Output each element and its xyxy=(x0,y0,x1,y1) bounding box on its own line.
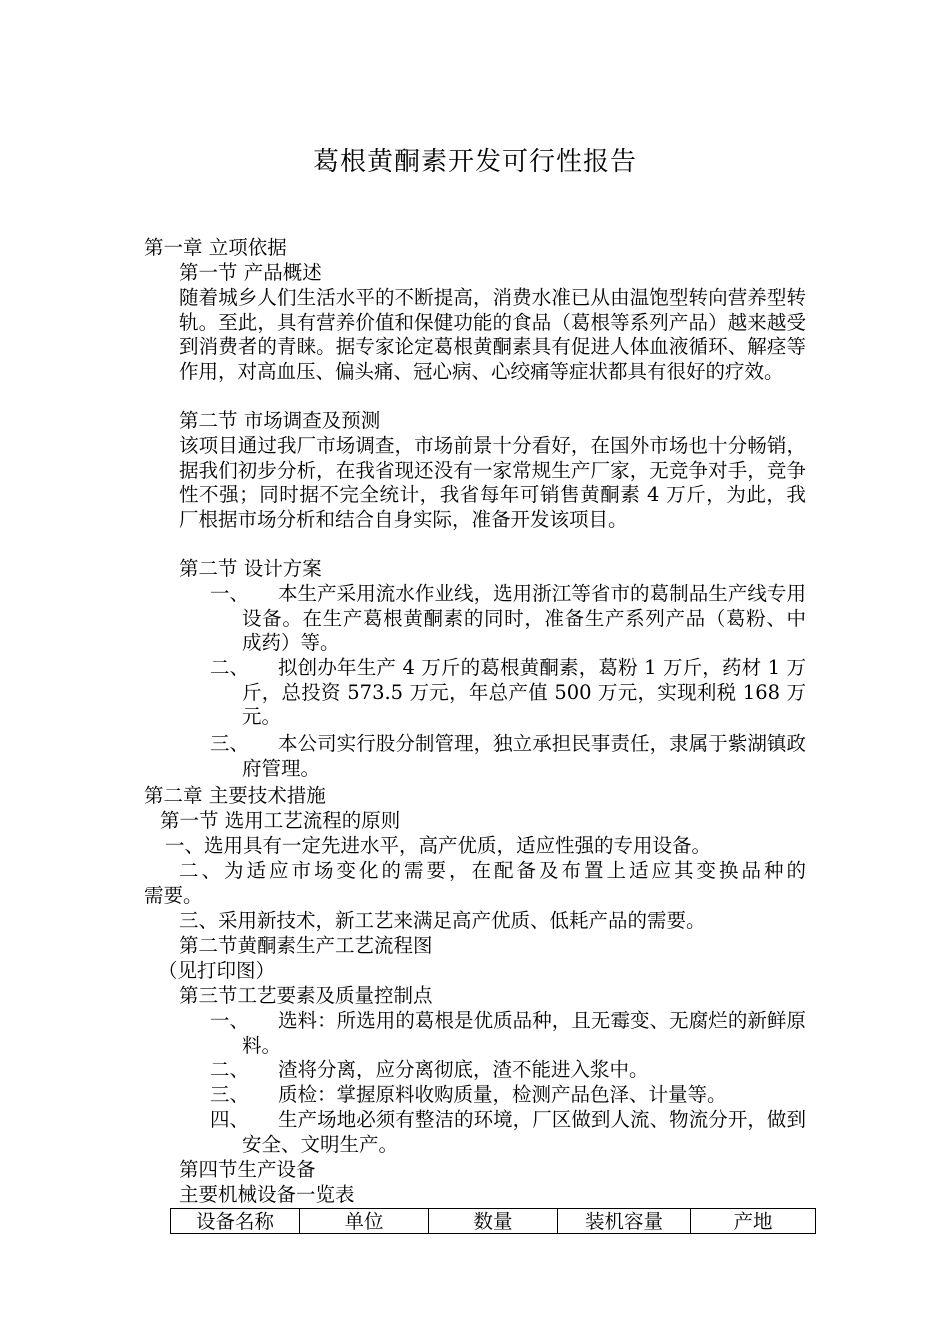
principle-1: 一、选用具有一定先进水平，高产优质，适应性强的专用设备。 xyxy=(165,834,712,857)
section-1-2-heading: 第二节 市场调查及预测 xyxy=(179,409,381,432)
section-2-3-heading: 第三节工艺要素及质量控制点 xyxy=(179,984,433,1007)
control-item-3-number: 三、 xyxy=(210,1083,250,1106)
equipment-table-caption: 主要机械设备一览表 xyxy=(179,1183,355,1206)
column-header-unit: 单位 xyxy=(300,1209,429,1234)
design-item-2-number: 二、 xyxy=(210,656,250,679)
principle-2-line-2: 需要。 xyxy=(144,884,203,907)
equipment-table xyxy=(170,1208,816,1234)
chapter-2-heading: 第二章 主要技术措施 xyxy=(144,784,326,807)
design-item-1-number: 一、 xyxy=(210,582,250,605)
design-item-1-text: 本生产采用流水作业线，选用浙江等省市的葛制品生产线专用设备。在生产葛根黄酮素的同时，准备生产系列产品（葛粉、中成药）等。 xyxy=(242,582,806,654)
control-item-2-number: 二、 xyxy=(210,1058,250,1081)
section-2-2-heading: 第二节黄酮素生产工艺流程图 xyxy=(179,934,433,957)
design-item-2-text: 拟创办年生产 4 万斤的葛根黄酮素，葛粉 1 万斤，药材 1 万斤，总投资 573.5 万元，年总产值 500 万元，实现利税 168 万元。 xyxy=(242,656,806,728)
column-header-quantity: 数量 xyxy=(429,1209,558,1234)
chapter-1-heading: 第一章 立项依据 xyxy=(144,236,287,259)
section-1-1-heading: 第一节 产品概述 xyxy=(179,261,322,284)
column-header-equipment-name: 设备名称 xyxy=(171,1209,300,1234)
control-item-4-text: 生产场地必须有整洁的环境，厂区做到人流、物流分开，做到安全、文明生产。 xyxy=(242,1108,806,1156)
design-item-3-number: 三、 xyxy=(210,732,250,755)
control-item-2-text: 渣将分离，应分离彻底，渣不能进入浆中。 xyxy=(278,1058,649,1081)
principle-3: 三、采用新技术，新工艺来满足高产优质、低耗产品的需要。 xyxy=(179,909,706,932)
section-1-1-text: 随着城乡人们生活水平的不断提高，消费水准已从由温饱型转向营养型转轨。至此，具有营养价值和保健功能的食品（葛根等系列产品）越来越受到消费者的青睐。据专家论定葛根黄酮素具有促进人体血液循环、解痉等作用，对高血压、偏头痛、冠心病、心绞痛等症状都具有很好的疗效。 xyxy=(179,286,806,383)
section-1-3-heading: 第二节 设计方案 xyxy=(179,557,322,580)
section-1-1-body xyxy=(179,286,806,384)
section-1-2-text: 该项目通过我厂市场调查，市场前景十分看好，在国外市场也十分畅销，据我们初步分析，在我省现还没有一家常规生产厂家，无竞争对手，竞争性不强；同时据不完全统计，我省每年可销售黄酮素 4 万斤，为此，我厂根据市场分析和结合自身实际，准备开发该项目。 xyxy=(179,434,806,531)
section-2-4-heading: 第四节生产设备 xyxy=(179,1158,316,1181)
equipment-table-header-row xyxy=(171,1209,816,1234)
column-header-installed-capacity: 装机容量 xyxy=(558,1209,691,1234)
column-header-origin: 产地 xyxy=(691,1209,816,1234)
principle-2-line-1: 二、为适应市场变化的需要，在配备及布置上适应其变换品种的 xyxy=(179,859,806,882)
control-item-1-text: 选料：所选用的葛根是优质品种，且无霉变、无腐烂的新鲜原料。 xyxy=(242,1009,806,1057)
section-2-1-heading: 第一节 选用工艺流程的原则 xyxy=(160,809,401,832)
control-item-1-number: 一、 xyxy=(210,1009,250,1032)
flowchart-note: （见打印图） xyxy=(158,959,276,982)
section-1-2-body xyxy=(179,434,806,532)
design-item-3-text: 本公司实行股分制管理，独立承担民事责任，隶属于紫湖镇政府管理。 xyxy=(242,732,806,780)
control-item-4-number: 四、 xyxy=(210,1108,250,1131)
document-title: 葛根黄酮素开发可行性报告 xyxy=(312,147,637,177)
control-item-3-text: 质检：掌握原料收购质量，检测产品色泽、计量等。 xyxy=(278,1083,727,1106)
